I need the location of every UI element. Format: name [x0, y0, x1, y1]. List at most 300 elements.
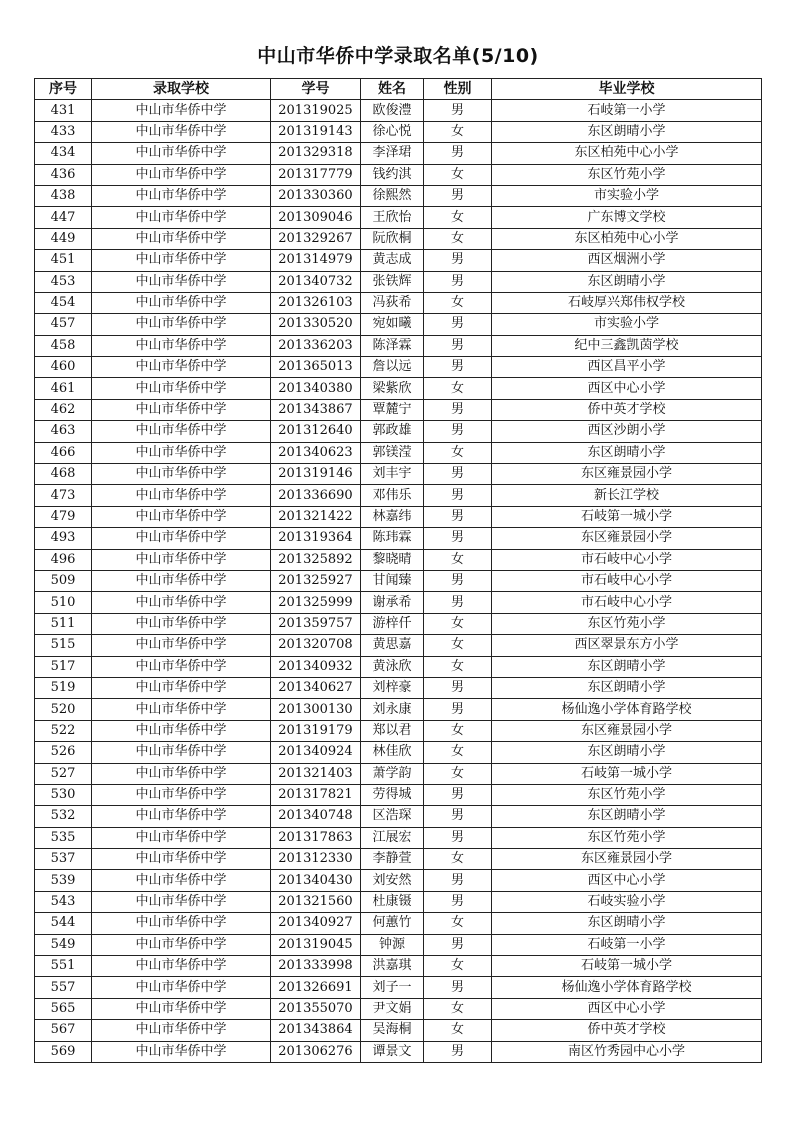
graduation-school-cell: 东区雍景园小学 — [492, 464, 762, 485]
student-id-cell: 201355070 — [271, 998, 361, 1019]
gender-cell: 女 — [424, 164, 492, 185]
student-id-cell: 201312640 — [271, 421, 361, 442]
serial-cell: 436 — [35, 164, 92, 185]
graduation-school-cell: 东区朗晴小学 — [492, 271, 762, 292]
gender-cell: 男 — [424, 464, 492, 485]
admitted-school-cell: 中山市华侨中学 — [92, 506, 271, 527]
student-id-cell: 201319143 — [271, 121, 361, 142]
name-cell: 钱约淇 — [361, 164, 424, 185]
table-body — [35, 100, 762, 1063]
table-row — [35, 677, 762, 698]
student-id-cell: 201340927 — [271, 913, 361, 934]
serial-cell: 447 — [35, 207, 92, 228]
name-cell: 区浩琛 — [361, 806, 424, 827]
name-cell: 梁紫欣 — [361, 378, 424, 399]
gender-cell: 女 — [424, 913, 492, 934]
serial-cell: 535 — [35, 827, 92, 848]
table-row — [35, 292, 762, 313]
name-cell: 郭政雄 — [361, 421, 424, 442]
admitted-school-cell: 中山市华侨中学 — [92, 399, 271, 420]
serial-cell: 451 — [35, 250, 92, 271]
serial-cell: 458 — [35, 335, 92, 356]
graduation-school-cell: 市实验小学 — [492, 185, 762, 206]
student-id-cell: 201340924 — [271, 742, 361, 763]
gender-cell: 男 — [424, 528, 492, 549]
student-id-cell: 201340748 — [271, 806, 361, 827]
admitted-school-cell: 中山市华侨中学 — [92, 806, 271, 827]
admitted-school-cell: 中山市华侨中学 — [92, 763, 271, 784]
graduation-school-cell: 西区沙朗小学 — [492, 421, 762, 442]
name-cell: 李泽珺 — [361, 143, 424, 164]
name-cell: 杜康镊 — [361, 891, 424, 912]
admitted-school-cell: 中山市华侨中学 — [92, 720, 271, 741]
name-cell: 张铁辉 — [361, 271, 424, 292]
gender-cell: 男 — [424, 870, 492, 891]
serial-cell: 434 — [35, 143, 92, 164]
serial-cell: 510 — [35, 592, 92, 613]
gender-cell: 女 — [424, 742, 492, 763]
student-id-cell: 201300130 — [271, 699, 361, 720]
graduation-school-cell: 东区雍景园小学 — [492, 849, 762, 870]
admitted-school-cell: 中山市华侨中学 — [92, 827, 271, 848]
serial-cell: 462 — [35, 399, 92, 420]
graduation-school-cell: 石岐实验小学 — [492, 891, 762, 912]
name-cell: 陈泽霖 — [361, 335, 424, 356]
serial-cell: 466 — [35, 442, 92, 463]
gender-cell: 女 — [424, 613, 492, 634]
student-id-cell: 201326691 — [271, 977, 361, 998]
gender-cell: 男 — [424, 357, 492, 378]
table-row — [35, 164, 762, 185]
admitted-school-cell: 中山市华侨中学 — [92, 357, 271, 378]
admitted-school-cell: 中山市华侨中学 — [92, 528, 271, 549]
name-cell: 何蕙竹 — [361, 913, 424, 934]
admitted-school-cell: 中山市华侨中学 — [92, 998, 271, 1019]
student-id-cell: 201326103 — [271, 292, 361, 313]
gender-cell: 女 — [424, 292, 492, 313]
graduation-school-cell: 石岐第一城小学 — [492, 506, 762, 527]
graduation-school-cell: 广东博文学校 — [492, 207, 762, 228]
table-row — [35, 849, 762, 870]
admitted-school-cell: 中山市华侨中学 — [92, 913, 271, 934]
serial-cell: 449 — [35, 228, 92, 249]
name-cell: 黄志成 — [361, 250, 424, 271]
gender-cell: 男 — [424, 399, 492, 420]
graduation-school-cell: 东区柏苑中心小学 — [492, 143, 762, 164]
table-row — [35, 506, 762, 527]
gender-cell: 男 — [424, 891, 492, 912]
admitted-school-cell: 中山市华侨中学 — [92, 100, 271, 121]
serial-cell: 453 — [35, 271, 92, 292]
graduation-school-cell: 西区中心小学 — [492, 378, 762, 399]
gender-cell: 女 — [424, 1020, 492, 1041]
serial-cell: 438 — [35, 185, 92, 206]
admission-table — [34, 78, 762, 1063]
column-header-gender: 性别 — [424, 79, 492, 100]
admitted-school-cell: 中山市华侨中学 — [92, 421, 271, 442]
admitted-school-cell: 中山市华侨中学 — [92, 549, 271, 570]
table-row — [35, 699, 762, 720]
gender-cell: 男 — [424, 421, 492, 442]
serial-cell: 431 — [35, 100, 92, 121]
admitted-school-cell: 中山市华侨中学 — [92, 699, 271, 720]
student-id-cell: 201306276 — [271, 1041, 361, 1062]
name-cell: 徐熙然 — [361, 185, 424, 206]
name-cell: 刘安然 — [361, 870, 424, 891]
table-row — [35, 720, 762, 741]
name-cell: 劳得城 — [361, 784, 424, 805]
gender-cell: 男 — [424, 784, 492, 805]
column-header-serial: 序号 — [35, 79, 92, 100]
gender-cell: 男 — [424, 827, 492, 848]
table-row — [35, 442, 762, 463]
name-cell: 覃麓宁 — [361, 399, 424, 420]
admitted-school-cell: 中山市华侨中学 — [92, 164, 271, 185]
graduation-school-cell: 东区朗晴小学 — [492, 442, 762, 463]
admitted-school-cell: 中山市华侨中学 — [92, 677, 271, 698]
serial-cell: 565 — [35, 998, 92, 1019]
serial-cell: 463 — [35, 421, 92, 442]
student-id-cell: 201343867 — [271, 399, 361, 420]
gender-cell: 男 — [424, 185, 492, 206]
graduation-school-cell: 东区朗晴小学 — [492, 913, 762, 934]
name-cell: 王欣怡 — [361, 207, 424, 228]
student-id-cell: 201343864 — [271, 1020, 361, 1041]
table-row — [35, 570, 762, 591]
graduation-school-cell: 西区中心小学 — [492, 998, 762, 1019]
table-row — [35, 378, 762, 399]
admitted-school-cell: 中山市华侨中学 — [92, 485, 271, 506]
table-row — [35, 956, 762, 977]
gender-cell: 男 — [424, 314, 492, 335]
student-id-cell: 201340932 — [271, 656, 361, 677]
serial-cell: 551 — [35, 956, 92, 977]
graduation-school-cell: 侨中英才学校 — [492, 1020, 762, 1041]
gender-cell: 男 — [424, 1041, 492, 1062]
table-row — [35, 464, 762, 485]
admitted-school-cell: 中山市华侨中学 — [92, 849, 271, 870]
column-header-admitted-school: 录取学校 — [92, 79, 271, 100]
student-id-cell: 201359757 — [271, 613, 361, 634]
name-cell: 黎晓晴 — [361, 549, 424, 570]
student-id-cell: 201325999 — [271, 592, 361, 613]
admitted-school-cell: 中山市华侨中学 — [92, 934, 271, 955]
admitted-school-cell: 中山市华侨中学 — [92, 442, 271, 463]
name-cell: 邓伟乐 — [361, 485, 424, 506]
serial-cell: 460 — [35, 357, 92, 378]
graduation-school-cell: 东区朗晴小学 — [492, 806, 762, 827]
serial-cell: 537 — [35, 849, 92, 870]
student-id-cell: 201365013 — [271, 357, 361, 378]
serial-cell: 515 — [35, 635, 92, 656]
admitted-school-cell: 中山市华侨中学 — [92, 784, 271, 805]
serial-cell: 493 — [35, 528, 92, 549]
graduation-school-cell: 东区雍景园小学 — [492, 720, 762, 741]
table-row — [35, 228, 762, 249]
name-cell: 尹文娟 — [361, 998, 424, 1019]
student-id-cell: 201320708 — [271, 635, 361, 656]
gender-cell: 女 — [424, 228, 492, 249]
name-cell: 阮欣桐 — [361, 228, 424, 249]
serial-cell: 530 — [35, 784, 92, 805]
graduation-school-cell: 市石岐中心小学 — [492, 549, 762, 570]
table-row — [35, 913, 762, 934]
graduation-school-cell: 东区朗晴小学 — [492, 121, 762, 142]
graduation-school-cell: 东区竹苑小学 — [492, 613, 762, 634]
gender-cell: 女 — [424, 956, 492, 977]
table-row — [35, 592, 762, 613]
table-row — [35, 827, 762, 848]
gender-cell: 男 — [424, 506, 492, 527]
graduation-school-cell: 新长江学校 — [492, 485, 762, 506]
admitted-school-cell: 中山市华侨中学 — [92, 207, 271, 228]
student-id-cell: 201325927 — [271, 570, 361, 591]
admitted-school-cell: 中山市华侨中学 — [92, 956, 271, 977]
graduation-school-cell: 石岐第一小学 — [492, 100, 762, 121]
serial-cell: 543 — [35, 891, 92, 912]
table-row — [35, 613, 762, 634]
serial-cell: 569 — [35, 1041, 92, 1062]
admitted-school-cell: 中山市华侨中学 — [92, 977, 271, 998]
serial-cell: 527 — [35, 763, 92, 784]
serial-cell: 532 — [35, 806, 92, 827]
table-row — [35, 934, 762, 955]
name-cell: 郑以君 — [361, 720, 424, 741]
name-cell: 钟源 — [361, 934, 424, 955]
graduation-school-cell: 西区昌平小学 — [492, 357, 762, 378]
student-id-cell: 201340627 — [271, 677, 361, 698]
graduation-school-cell: 东区竹苑小学 — [492, 827, 762, 848]
serial-cell: 511 — [35, 613, 92, 634]
page-title: 中山市华侨中学录取名单(5/10) — [257, 45, 539, 67]
table-row — [35, 1020, 762, 1041]
gender-cell: 男 — [424, 592, 492, 613]
table-row — [35, 891, 762, 912]
serial-cell: 461 — [35, 378, 92, 399]
graduation-school-cell: 西区烟洲小学 — [492, 250, 762, 271]
serial-cell: 539 — [35, 870, 92, 891]
student-id-cell: 201319179 — [271, 720, 361, 741]
name-cell: 吴海桐 — [361, 1020, 424, 1041]
gender-cell: 女 — [424, 763, 492, 784]
name-cell: 陈玮霖 — [361, 528, 424, 549]
admitted-school-cell: 中山市华侨中学 — [92, 570, 271, 591]
graduation-school-cell: 东区朗晴小学 — [492, 656, 762, 677]
gender-cell: 男 — [424, 250, 492, 271]
name-cell: 林佳欣 — [361, 742, 424, 763]
name-cell: 欧俊澧 — [361, 100, 424, 121]
graduation-school-cell: 石岐厚兴郑伟权学校 — [492, 292, 762, 313]
graduation-school-cell: 东区雍景园小学 — [492, 528, 762, 549]
student-id-cell: 201325892 — [271, 549, 361, 570]
table-row — [35, 335, 762, 356]
serial-cell: 479 — [35, 506, 92, 527]
student-id-cell: 201340732 — [271, 271, 361, 292]
admitted-school-cell: 中山市华侨中学 — [92, 314, 271, 335]
serial-cell: 457 — [35, 314, 92, 335]
admitted-school-cell: 中山市华侨中学 — [92, 271, 271, 292]
gender-cell: 男 — [424, 335, 492, 356]
table-row — [35, 207, 762, 228]
table-row — [35, 357, 762, 378]
admitted-school-cell: 中山市华侨中学 — [92, 656, 271, 677]
graduation-school-cell: 东区竹苑小学 — [492, 784, 762, 805]
student-id-cell: 201317863 — [271, 827, 361, 848]
name-cell: 洪嘉琪 — [361, 956, 424, 977]
table-row — [35, 763, 762, 784]
table-header-row — [35, 79, 762, 100]
student-id-cell: 201336203 — [271, 335, 361, 356]
serial-cell: 519 — [35, 677, 92, 698]
graduation-school-cell: 东区朗晴小学 — [492, 742, 762, 763]
admitted-school-cell: 中山市华侨中学 — [92, 592, 271, 613]
student-id-cell: 201329318 — [271, 143, 361, 164]
name-cell: 宛如曦 — [361, 314, 424, 335]
admitted-school-cell: 中山市华侨中学 — [92, 635, 271, 656]
name-cell: 谢承希 — [361, 592, 424, 613]
gender-cell: 男 — [424, 143, 492, 164]
name-cell: 黄思嘉 — [361, 635, 424, 656]
table-row — [35, 121, 762, 142]
admitted-school-cell: 中山市华侨中学 — [92, 891, 271, 912]
table-row — [35, 870, 762, 891]
admitted-school-cell: 中山市华侨中学 — [92, 250, 271, 271]
graduation-school-cell: 南区竹秀园中心小学 — [492, 1041, 762, 1062]
gender-cell: 女 — [424, 121, 492, 142]
serial-cell: 496 — [35, 549, 92, 570]
admitted-school-cell: 中山市华侨中学 — [92, 143, 271, 164]
student-id-cell: 201340380 — [271, 378, 361, 399]
student-id-cell: 201340430 — [271, 870, 361, 891]
admitted-school-cell: 中山市华侨中学 — [92, 742, 271, 763]
gender-cell: 女 — [424, 720, 492, 741]
gender-cell: 男 — [424, 806, 492, 827]
table-row — [35, 271, 762, 292]
student-id-cell: 201330520 — [271, 314, 361, 335]
student-id-cell: 201319045 — [271, 934, 361, 955]
serial-cell: 520 — [35, 699, 92, 720]
table-row — [35, 635, 762, 656]
gender-cell: 男 — [424, 485, 492, 506]
gender-cell: 男 — [424, 100, 492, 121]
graduation-school-cell: 东区朗晴小学 — [492, 677, 762, 698]
name-cell: 刘永康 — [361, 699, 424, 720]
admitted-school-cell: 中山市华侨中学 — [92, 1041, 271, 1062]
table-row — [35, 314, 762, 335]
admitted-school-cell: 中山市华侨中学 — [92, 292, 271, 313]
gender-cell: 女 — [424, 849, 492, 870]
student-id-cell: 201317779 — [271, 164, 361, 185]
student-id-cell: 201333998 — [271, 956, 361, 977]
graduation-school-cell: 石岐第一城小学 — [492, 763, 762, 784]
gender-cell: 女 — [424, 442, 492, 463]
table-row — [35, 528, 762, 549]
graduation-school-cell: 市石岐中心小学 — [492, 570, 762, 591]
table-row — [35, 1041, 762, 1062]
gender-cell: 女 — [424, 998, 492, 1019]
name-cell: 詹以远 — [361, 357, 424, 378]
name-cell: 游梓仟 — [361, 613, 424, 634]
graduation-school-cell: 西区翠景东方小学 — [492, 635, 762, 656]
name-cell: 郭镁滢 — [361, 442, 424, 463]
name-cell: 林嘉纬 — [361, 506, 424, 527]
name-cell: 徐心悦 — [361, 121, 424, 142]
column-header-student-id: 学号 — [271, 79, 361, 100]
serial-cell: 509 — [35, 570, 92, 591]
serial-cell: 473 — [35, 485, 92, 506]
student-id-cell: 201321560 — [271, 891, 361, 912]
graduation-school-cell: 东区柏苑中心小学 — [492, 228, 762, 249]
student-id-cell: 201317821 — [271, 784, 361, 805]
table-row — [35, 998, 762, 1019]
graduation-school-cell: 杨仙逸小学体育路学校 — [492, 699, 762, 720]
gender-cell: 女 — [424, 635, 492, 656]
serial-cell: 454 — [35, 292, 92, 313]
gender-cell: 男 — [424, 934, 492, 955]
gender-cell: 男 — [424, 699, 492, 720]
table-row — [35, 806, 762, 827]
gender-cell: 女 — [424, 656, 492, 677]
name-cell: 冯荻希 — [361, 292, 424, 313]
student-id-cell: 201319146 — [271, 464, 361, 485]
table-row — [35, 977, 762, 998]
name-cell: 刘子一 — [361, 977, 424, 998]
table-row — [35, 784, 762, 805]
graduation-school-cell: 西区中心小学 — [492, 870, 762, 891]
table-row — [35, 549, 762, 570]
graduation-school-cell: 东区竹苑小学 — [492, 164, 762, 185]
gender-cell: 男 — [424, 570, 492, 591]
graduation-school-cell: 侨中英才学校 — [492, 399, 762, 420]
serial-cell: 557 — [35, 977, 92, 998]
student-id-cell: 201321422 — [271, 506, 361, 527]
graduation-school-cell: 市石岐中心小学 — [492, 592, 762, 613]
table-row — [35, 656, 762, 677]
admitted-school-cell: 中山市华侨中学 — [92, 378, 271, 399]
table-row — [35, 185, 762, 206]
gender-cell: 男 — [424, 677, 492, 698]
gender-cell: 男 — [424, 977, 492, 998]
serial-cell: 567 — [35, 1020, 92, 1041]
student-id-cell: 201321403 — [271, 763, 361, 784]
graduation-school-cell: 纪中三鑫凯茵学校 — [492, 335, 762, 356]
graduation-school-cell: 石岐第一小学 — [492, 934, 762, 955]
serial-cell: 517 — [35, 656, 92, 677]
admitted-school-cell: 中山市华侨中学 — [92, 870, 271, 891]
table-row — [35, 421, 762, 442]
admitted-school-cell: 中山市华侨中学 — [92, 464, 271, 485]
table-row — [35, 399, 762, 420]
table-row — [35, 100, 762, 121]
student-id-cell: 201329267 — [271, 228, 361, 249]
table-row — [35, 250, 762, 271]
gender-cell: 女 — [424, 549, 492, 570]
serial-cell: 526 — [35, 742, 92, 763]
name-cell: 江展宏 — [361, 827, 424, 848]
student-id-cell: 201309046 — [271, 207, 361, 228]
student-id-cell: 201336690 — [271, 485, 361, 506]
student-id-cell: 201340623 — [271, 442, 361, 463]
column-header-name: 姓名 — [361, 79, 424, 100]
admitted-school-cell: 中山市华侨中学 — [92, 185, 271, 206]
student-id-cell: 201319364 — [271, 528, 361, 549]
admitted-school-cell: 中山市华侨中学 — [92, 613, 271, 634]
admitted-school-cell: 中山市华侨中学 — [92, 228, 271, 249]
name-cell: 甘闻臻 — [361, 570, 424, 591]
serial-cell: 522 — [35, 720, 92, 741]
admitted-school-cell: 中山市华侨中学 — [92, 121, 271, 142]
student-id-cell: 201330360 — [271, 185, 361, 206]
